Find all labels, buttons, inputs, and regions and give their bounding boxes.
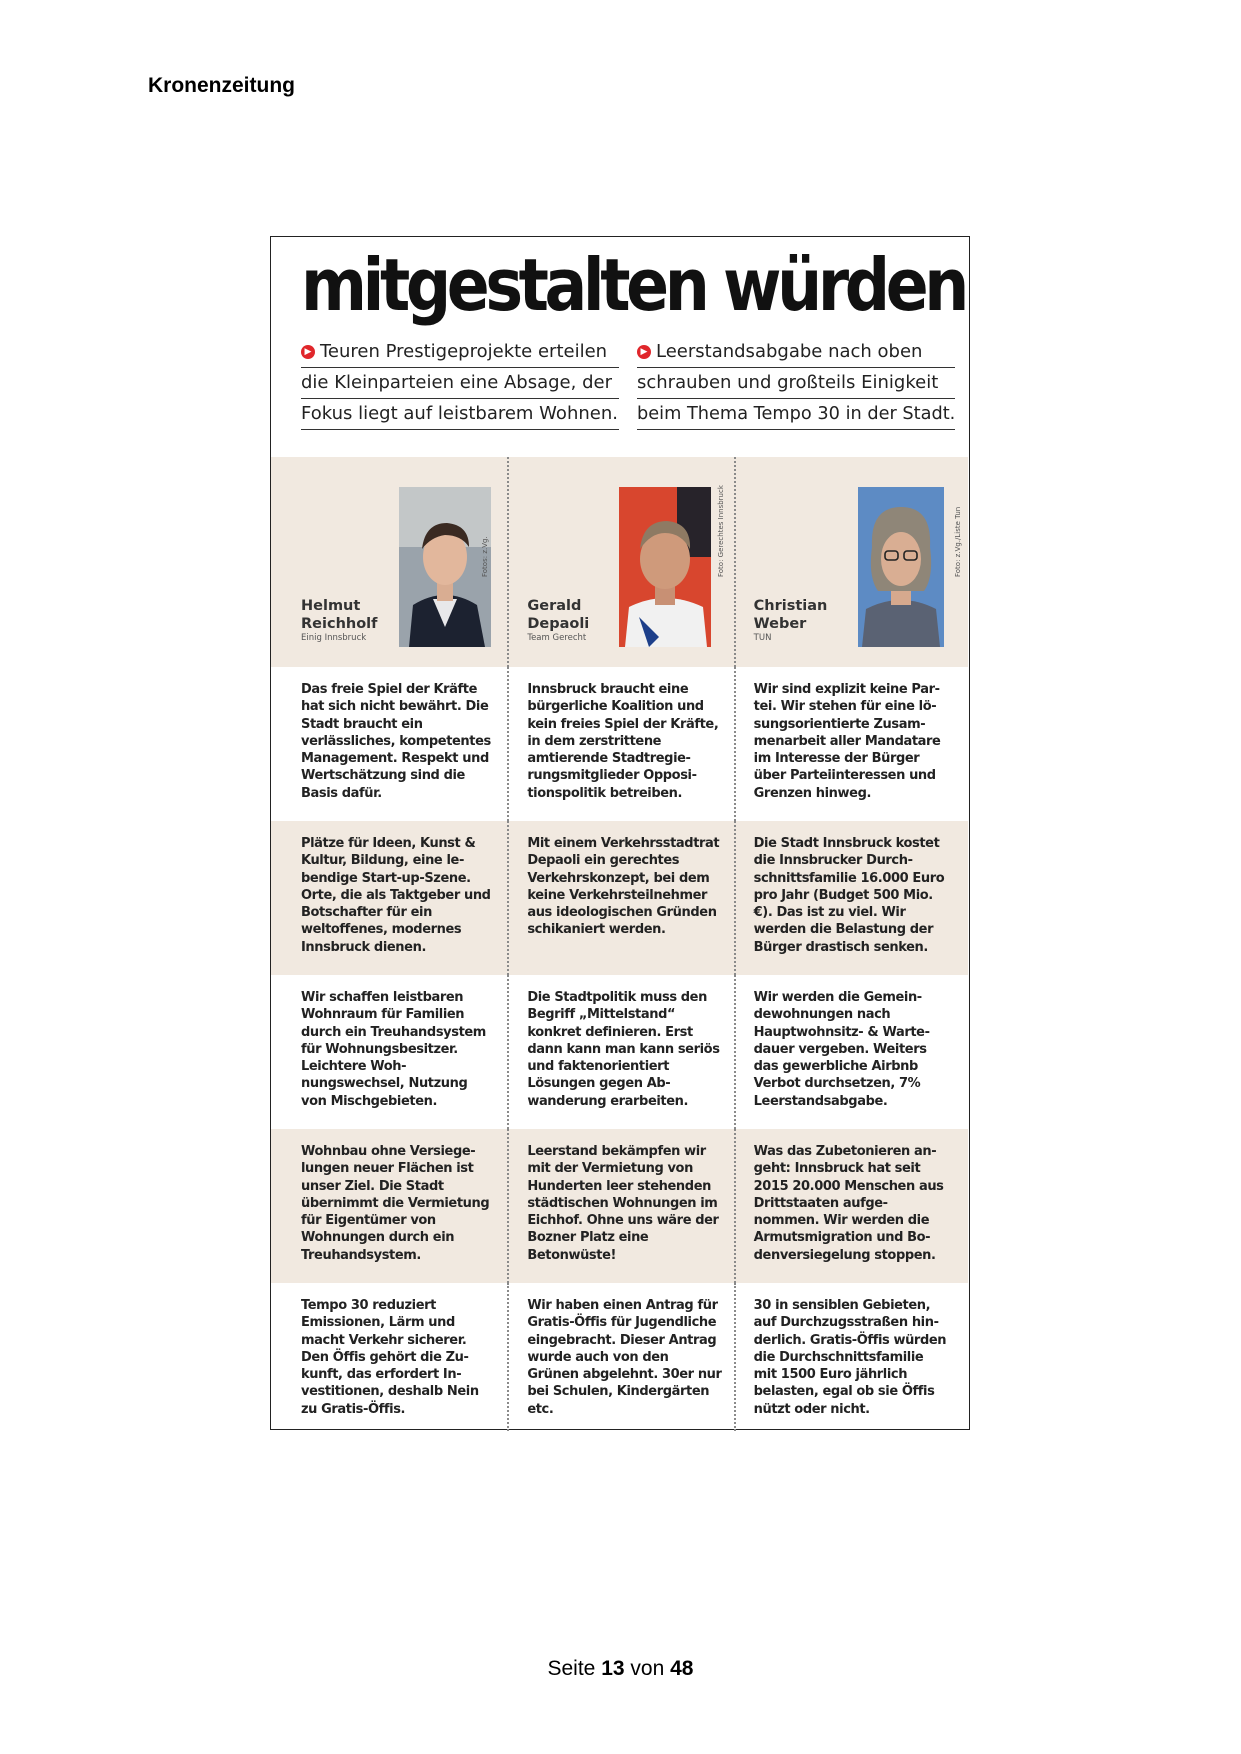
- statement-cell: [271, 975, 507, 1129]
- statement-cell: [734, 1283, 960, 1431]
- statement-cell: [507, 1129, 733, 1283]
- teaser-line: beim Thema Tempo 30 in der Stadt.: [637, 399, 955, 430]
- photo-credit: Foto: z.Vg./Liste Tun: [953, 506, 962, 577]
- candidate-party: TUN: [753, 633, 772, 643]
- teaser-text: Leerstandsabgabe nach oben: [656, 341, 923, 362]
- statement-text: Mit einem Verkehrsstadtrat Depaoli ein gerechtes Verkehrskonzept, bei dem keine Verkehrsteilnehmer aus ideologischen Gründen schikaniert werden.: [527, 836, 720, 938]
- candidate-photo: [619, 487, 711, 647]
- photo-credit: Foto: Gerechtes Innsbruck: [717, 485, 726, 577]
- newspaper-clipping: [270, 236, 970, 1430]
- teaser-line: [301, 337, 619, 368]
- source-label: Kronenzeitung: [148, 74, 295, 97]
- statement-text: Tempo 30 reduziert Emissionen, Lärm und macht Verkehr sicherer. Den Öffis gehört die Zukunft, das erfordert Investitionen, deshalb Nein zu Gratis-Öffis.: [301, 1298, 479, 1417]
- portrait-row: [271, 457, 968, 667]
- statement-text: Die Stadtpolitik muss den Begriff „Mittelstand“ konkret definieren. Erst dann kann man kann seriös und faktenorientiert Lösungen gegen Abwanderung erarbeiten.: [527, 990, 720, 1109]
- statement-row: [271, 1283, 968, 1431]
- candidate-photo: [858, 487, 944, 647]
- statement-cell: [507, 1283, 733, 1431]
- page-number: Seite 13 von 48: [547, 1657, 694, 1680]
- headline: mitgestalten würden: [301, 243, 965, 327]
- statement-text: Die Stadt Innsbruck kostet die Innsbrucker Durchschnittsfamilie 16.000 Euro pro Jahr (Budget 500 Mio. €). Das ist zu viel. Wir werden die Belastung der Bürger drastisch senken.: [753, 836, 945, 955]
- teaser-text: Teuren Prestigeprojekte erteilen: [320, 341, 608, 362]
- teaser-left: [301, 337, 619, 430]
- arrow-bullet-icon: ▶: [637, 345, 651, 359]
- teaser-line: Fokus liegt auf leistbarem Wohnen.: [301, 399, 619, 430]
- statement-cell: [271, 667, 507, 821]
- candidate-name: Christian Weber TUN: [753, 598, 828, 643]
- statement-text: Wir werden die Gemeindewohnungen nach Hauptwohnsitz- & Wartedauer vergeben. Weiters das gewerbliche Airbnb Verbot durchsetzen, 7% Leerstandsabgabe.: [753, 990, 930, 1109]
- statement-text: Wohnbau ohne Versiegelungen neuer Flächen ist unser Ziel. Die Stadt übernimmt die Vermietung für Eigentümer von Wohnungen durch ein Treuhandsystem.: [301, 1144, 490, 1263]
- statement-row: [271, 821, 968, 975]
- arrow-bullet-icon: ▶: [301, 345, 315, 359]
- statement-cell: [507, 975, 733, 1129]
- teaser-right: [637, 337, 955, 430]
- photo-credit: Fotos: z.Vg.: [481, 536, 489, 577]
- candidate-cell: [734, 457, 960, 667]
- statement-cell: [734, 1129, 960, 1283]
- candidate-photo: [399, 487, 491, 647]
- statement-cell: [734, 667, 960, 821]
- statement-row: [271, 1129, 968, 1283]
- statement-text: Leerstand bekämpfen wir mit der Vermietung von Hunderten leer stehenden städtischen Wohnungen im Eichhof. Ohne uns wäre der Bozner Platz eine Betonwüste!: [527, 1144, 719, 1263]
- statement-text: Wir schaffen leistbaren Wohnraum für Familien durch ein Treuhandsystem für Wohnungsbesitzer. Leichtere Wohnungswechsel, Nutzung von Mischgebieten.: [301, 990, 486, 1109]
- statement-text: Wir sind explizit keine Partei. Wir stehen für eine lösungsorientierte Zusammenarbeit aller Mandatare im Interesse der Bürger über Parteiinteressen und Grenzen hinweg.: [753, 682, 941, 801]
- candidate-cell: [507, 457, 733, 667]
- statement-cell: [507, 821, 733, 975]
- candidate-name: Helmut Reichholf Einig Innsbruck: [301, 598, 378, 643]
- statement-text: Was das Zubetonieren angeht: Innsbruck hat seit 2015 20.000 Menschen aus Drittstaaten aufgenommen. Wir werden die Armutsmigration und Bodenversiegelung stoppen.: [753, 1144, 944, 1263]
- statement-cell: [734, 975, 960, 1129]
- statement-cell: [734, 821, 960, 975]
- statement-cell: [507, 667, 733, 821]
- statement-cell: [271, 821, 507, 975]
- comparison-grid: [271, 457, 968, 1431]
- candidate-cell: [271, 457, 507, 667]
- statement-text: Wir haben einen Antrag für Gratis-Öffis für Jugendliche eingebracht. Dieser Antrag wurde auch von den Grünen abgelehnt. 30er nur bei Schulen, Kindergärten etc.: [527, 1298, 722, 1417]
- statement-text: Innsbruck braucht eine bürgerliche Koalition und kein freies Spiel der Kräfte, in dem zerstrittene amtierende Stadtregierungsmitglieder Oppositionspolitik betreiben.: [527, 682, 719, 801]
- statement-text: Plätze für Ideen, Kunst & Kultur, Bildung, eine lebendige Start-up-Szene. Orte, die als Taktgeber und Botschafter für ein weltoffenes, modernes Innsbruck dienen.: [301, 836, 491, 955]
- statement-row: [271, 667, 968, 821]
- statement-text: Das freie Spiel der Kräfte hat sich nicht bewährt. Die Stadt braucht ein verlässliches, kompetentes Management. Respekt und Wertschätzung sind die Basis dafür.: [301, 682, 491, 801]
- statement-row: [271, 975, 968, 1129]
- statement-cell: [271, 1129, 507, 1283]
- teaser-line: die Kleinparteien eine Absage, der: [301, 368, 619, 399]
- candidate-party: Einig Innsbruck: [301, 633, 367, 643]
- statement-text: 30 in sensiblen Gebieten, auf Durchzugsstraßen hinderlich. Gratis-Öffis würden die Durchschnittsfamilie mit 1500 Euro jährlich belasten, egal ob sie Öffis nützt oder nicht.: [753, 1298, 947, 1417]
- statement-cell: [271, 1283, 507, 1431]
- candidate-name: Gerald Depaoli Team Gerecht: [527, 598, 590, 643]
- teaser-line: schrauben und großteils Einigkeit: [637, 368, 955, 399]
- candidate-party: Team Gerecht: [527, 633, 587, 643]
- teaser-line: [637, 337, 955, 368]
